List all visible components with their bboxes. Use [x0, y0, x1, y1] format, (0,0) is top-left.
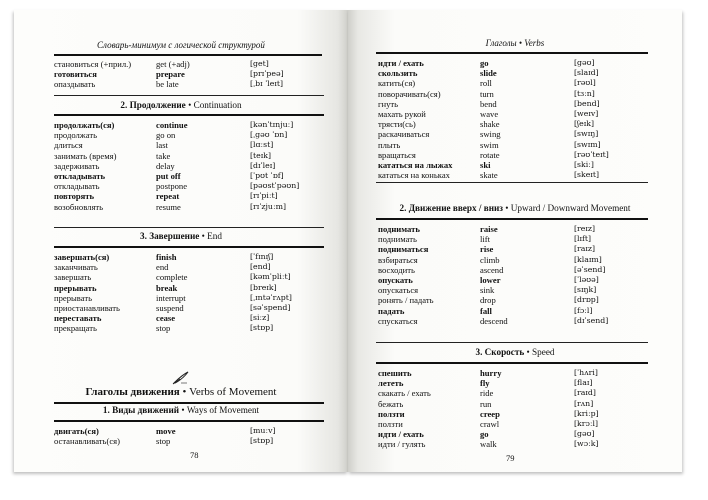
english-word: resume	[156, 201, 181, 212]
transcription: [krɔːl]	[574, 418, 599, 428]
vocab-row	[54, 313, 324, 323]
transcription: [breɪk]	[250, 282, 277, 292]
word-list-up-down	[378, 224, 650, 326]
vocab-row	[378, 68, 650, 78]
russian-word: бежать	[378, 398, 404, 409]
vocab-row	[378, 316, 650, 326]
transcription: [siːz]	[250, 313, 270, 323]
russian-word: трясти(сь)	[378, 119, 416, 130]
russian-word: взбираться	[378, 254, 418, 265]
vocab-row	[378, 388, 650, 398]
english-word: lift	[480, 234, 491, 245]
vocab-row	[54, 436, 324, 446]
transcription: [stɒp]	[250, 436, 274, 446]
transcription: [ˈhʌri]	[574, 368, 598, 377]
english-word: drop	[480, 295, 496, 306]
word-list-movement	[378, 58, 650, 180]
vocab-row	[54, 293, 324, 303]
english-word: lower	[480, 274, 501, 285]
vocab-row	[378, 234, 650, 244]
russian-word: опускать	[378, 274, 413, 285]
vocab-row	[378, 99, 650, 109]
transcription: [tɜːn]	[574, 88, 595, 98]
transcription: [ˌɪntəˈrʌpt]	[250, 292, 292, 302]
vocab-row	[54, 272, 324, 282]
russian-word: занимать (время)	[54, 150, 117, 161]
russian-word: ползти	[378, 408, 405, 419]
left-page	[14, 10, 348, 472]
transcription: [muːv]	[250, 426, 276, 435]
word-list-speed	[378, 368, 650, 450]
english-word: creep	[480, 408, 500, 419]
transcription: [lɑːst]	[250, 140, 274, 150]
russian-word: прекращать	[54, 323, 97, 334]
vocab-row	[54, 202, 324, 212]
transcription: [dɪˈsend]	[574, 315, 609, 325]
russian-word: махать рукой	[378, 108, 426, 119]
russian-word: падать	[378, 305, 405, 316]
english-word: swing	[480, 129, 501, 140]
transcription: [bend]	[574, 98, 600, 108]
vocab-row	[378, 409, 650, 419]
english-word: skate	[480, 170, 498, 181]
transcription: [lɪft]	[574, 234, 592, 244]
english-word: complete	[156, 272, 188, 283]
english-word: delay	[156, 160, 175, 171]
russian-word: прерывать	[54, 282, 97, 293]
section-rule	[54, 420, 324, 422]
english-word: shake	[480, 119, 500, 130]
vocab-row	[378, 378, 650, 388]
vocab-row	[54, 120, 324, 130]
vocab-row	[378, 295, 650, 305]
header-rule	[376, 52, 648, 54]
english-word: go	[480, 58, 489, 68]
vocab-row	[378, 89, 650, 99]
english-word: swim	[480, 139, 499, 150]
transcription: [ˌgəʊ ˈɒn]	[250, 130, 288, 140]
russian-word: спускаться	[378, 315, 418, 326]
transcription: [fɔːl]	[574, 305, 593, 315]
vocab-row	[378, 419, 650, 429]
russian-word: двигать(ся)	[54, 426, 99, 436]
running-head: Глаголы • Verbs	[485, 38, 545, 48]
english-word: move	[156, 426, 176, 436]
section-heading-up-down: 2. Движение вверх / вниз • Upward / Downward Movement	[399, 203, 631, 213]
english-word: go on	[156, 130, 176, 141]
transcription: [sɪŋk]	[574, 285, 597, 295]
transcription: [kriːp]	[574, 408, 599, 418]
transcription: [gəʊ]	[574, 429, 595, 439]
transcription: [ʃeɪk]	[574, 119, 595, 129]
russian-word: подниматься	[378, 244, 429, 255]
russian-word: гнуть	[378, 98, 399, 109]
transcription: [rɪˈzjuːm]	[250, 201, 287, 211]
russian-word: поднимать	[378, 224, 420, 234]
english-word: prepare	[156, 69, 185, 80]
section-heading-continuation: 2. Продолжение • Continuation	[120, 100, 242, 110]
english-word: wave	[480, 108, 499, 119]
transcription: [swɪŋ]	[574, 129, 599, 139]
transcription: [ˈləʊə]	[574, 274, 599, 284]
transcription: [kənˈtɪnjuː]	[250, 120, 294, 129]
russian-word: готовиться	[54, 69, 97, 80]
section-heading-speed: 3. Скорость • Speed	[475, 347, 555, 357]
russian-word: становиться (+прил.)	[54, 59, 132, 69]
transcription: [səˈspend]	[250, 302, 291, 312]
english-word: stop	[156, 323, 171, 334]
russian-word: идти / ехать	[378, 58, 424, 68]
transcription: [flaɪ]	[574, 378, 593, 388]
english-word: ride	[480, 388, 494, 399]
transcription: [wɔːk]	[574, 439, 599, 449]
vocab-row	[378, 275, 650, 285]
transcription: [gəʊ]	[574, 58, 595, 67]
vocab-row	[378, 244, 650, 254]
transcription: [kəmˈpliːt]	[250, 272, 291, 282]
vocab-row	[54, 252, 324, 262]
transcription: [slaɪd]	[574, 68, 599, 78]
transcription: [get]	[250, 59, 269, 68]
english-word: cease	[156, 313, 176, 324]
russian-word: завершать	[54, 272, 92, 283]
transcription: [rəʊˈteɪt]	[574, 149, 609, 159]
russian-word: завершать(ся)	[54, 252, 110, 262]
transcription: [prɪˈpeə]	[250, 69, 284, 79]
english-word: raise	[480, 224, 498, 234]
section-rule	[376, 342, 648, 343]
vocab-row	[54, 59, 324, 69]
transcription: [drɒp]	[574, 295, 599, 305]
vocab-row	[378, 78, 650, 88]
russian-word: плыть	[378, 139, 401, 150]
russian-word: раскачиваться	[378, 129, 430, 140]
vocab-row	[54, 181, 324, 191]
section-rule	[376, 182, 648, 183]
quill-ornament-icon	[172, 371, 190, 385]
vocab-row	[54, 79, 324, 89]
vocab-row	[378, 170, 650, 180]
page-number: 79	[506, 453, 515, 463]
vocab-row	[378, 119, 650, 129]
russian-word: восходить	[378, 264, 415, 275]
vocab-row	[54, 151, 324, 161]
running-head: Словарь-минимум с логической структурой	[97, 40, 265, 50]
english-word: stop	[156, 436, 171, 447]
russian-word: задерживать	[54, 160, 100, 171]
transcription: [stɒp]	[250, 323, 274, 333]
russian-word: скакать / ехать	[378, 388, 431, 399]
transcription: [reɪz]	[574, 224, 596, 233]
right-page	[348, 10, 682, 472]
section-rule	[54, 246, 324, 248]
vocab-row	[54, 161, 324, 171]
russian-word: опускаться	[378, 285, 419, 296]
russian-word: поворачивать(ся)	[378, 88, 441, 99]
russian-word: вращаться	[378, 149, 416, 160]
english-word: finish	[156, 252, 177, 262]
vocab-row	[378, 255, 650, 265]
transcription: [skeɪt]	[574, 170, 600, 180]
vocab-row	[378, 368, 650, 378]
vocab-row	[378, 58, 650, 68]
english-word: put off	[156, 170, 181, 181]
vocab-row	[378, 429, 650, 439]
section-heading-end: 3. Завершение • End	[140, 231, 222, 241]
vocab-row	[378, 160, 650, 170]
transcription: [klaɪm]	[574, 254, 602, 264]
transcription: [dɪˈleɪ]	[250, 160, 276, 170]
vocab-row	[378, 285, 650, 295]
section-rule	[54, 227, 324, 228]
english-word: fall	[480, 305, 492, 316]
english-word: rotate	[480, 149, 500, 160]
vocab-row	[54, 140, 324, 150]
header-rule	[54, 54, 322, 56]
russian-word: откладывать	[54, 181, 100, 192]
vocab-row	[54, 303, 324, 313]
russian-word: повторять	[54, 191, 95, 202]
transcription: [rɪˈpiːt]	[250, 191, 278, 201]
russian-word: катить(ся)	[378, 78, 416, 89]
russian-word: скользить	[378, 68, 418, 79]
vocab-row	[378, 150, 650, 160]
transcription: [rʌn]	[574, 398, 594, 408]
vocab-row	[54, 191, 324, 201]
transcription: [ˈfɪnɪʃ]	[250, 252, 274, 261]
transcription: [raɪz]	[574, 244, 596, 254]
transcription: [swɪm]	[574, 139, 601, 149]
transcription: [end]	[250, 262, 271, 272]
russian-word: ронять / падать	[378, 295, 434, 306]
word-list-continuation	[54, 120, 324, 212]
transcription: [rəʊl]	[574, 78, 596, 88]
transcription: [raɪd]	[574, 388, 596, 398]
russian-word: лететь	[378, 378, 404, 389]
vocab-row	[378, 129, 650, 139]
english-word: suspend	[156, 302, 184, 313]
vocab-row	[54, 130, 324, 140]
russian-word: опаздывать	[54, 79, 96, 90]
vocab-row	[54, 426, 324, 436]
vocab-row	[54, 171, 324, 181]
russian-word: возобновлять	[54, 201, 104, 212]
russian-word: заканчивать	[54, 262, 98, 273]
english-word: be late	[156, 79, 179, 90]
russian-word: приостанавливать	[54, 302, 120, 313]
russian-word: идти / гулять	[378, 439, 426, 450]
russian-word: поднимать	[378, 234, 417, 245]
transcription: [teɪk]	[250, 150, 272, 160]
english-word: postpone	[156, 181, 188, 192]
section-rule	[376, 218, 648, 220]
section-rule	[54, 95, 324, 96]
vocab-row	[54, 323, 324, 333]
english-word: ascend	[480, 264, 504, 275]
word-list-ways-of-movement	[54, 426, 324, 446]
english-word: get (+adj)	[156, 59, 190, 69]
transcription: [ˌbɪ ˈleɪt]	[250, 79, 284, 89]
english-word: run	[480, 398, 492, 409]
vocab-row	[54, 283, 324, 293]
vocab-row	[54, 69, 324, 79]
russian-word: идти / ехать	[378, 429, 424, 440]
english-word: take	[156, 150, 171, 161]
russian-word: останавливать(ся)	[54, 436, 120, 447]
vocab-row	[378, 109, 650, 119]
vocab-row	[378, 306, 650, 316]
english-word: slide	[480, 68, 497, 79]
transcription: [weɪv]	[574, 108, 599, 118]
english-word: sink	[480, 285, 495, 296]
english-word: continue	[156, 120, 188, 130]
transcription: [ˈpʊt ˈɒf]	[250, 170, 284, 180]
transcription: [əˈsend]	[574, 264, 606, 274]
russian-word: продолжать	[54, 130, 97, 141]
english-word: climb	[480, 254, 500, 265]
russian-word: переставать	[54, 313, 102, 324]
english-word: end	[156, 262, 169, 273]
transcription: [skiː]	[574, 159, 594, 169]
english-word: turn	[480, 88, 494, 99]
page-number: 78	[190, 450, 199, 460]
transcription: [pəʊstˈpəʊn]	[250, 181, 300, 191]
section-rule	[54, 402, 324, 404]
english-word: descend	[480, 315, 508, 326]
vocab-row	[378, 439, 650, 449]
english-word: walk	[480, 439, 497, 450]
english-word: repeat	[156, 191, 180, 202]
russian-word: продолжать(ся)	[54, 120, 115, 130]
russian-word: кататься на коньках	[378, 170, 450, 181]
english-word: crawl	[480, 418, 500, 429]
english-word: hurry	[480, 368, 502, 378]
russian-word: прерывать	[54, 292, 92, 303]
english-word: roll	[480, 78, 492, 89]
russian-word: спешить	[378, 368, 412, 378]
english-word: last	[156, 140, 168, 151]
section-rule	[54, 114, 324, 116]
vocab-row	[378, 265, 650, 275]
section-heading-ways-of-movement: 1. Виды движений • Ways of Movement	[102, 405, 260, 415]
section-rule	[376, 362, 648, 364]
chapter-title: Глаголы движения • Verbs of Movement	[85, 386, 277, 398]
english-word: go	[480, 429, 489, 440]
russian-word: кататься на лыжах	[378, 159, 453, 170]
vocab-row	[378, 140, 650, 150]
vocab-row	[378, 399, 650, 409]
english-word: break	[156, 282, 178, 293]
english-word: bend	[480, 98, 497, 109]
word-list-end	[54, 252, 324, 334]
english-word: ski	[480, 159, 491, 170]
english-word: fly	[480, 378, 490, 389]
vocab-row	[378, 224, 650, 234]
russian-word: ползти	[378, 418, 403, 429]
english-word: interrupt	[156, 292, 186, 303]
russian-word: откладывать	[54, 170, 106, 181]
vocab-row	[54, 262, 324, 272]
russian-word: длиться	[54, 140, 83, 151]
english-word: rise	[480, 244, 494, 255]
word-list-top	[54, 59, 324, 90]
